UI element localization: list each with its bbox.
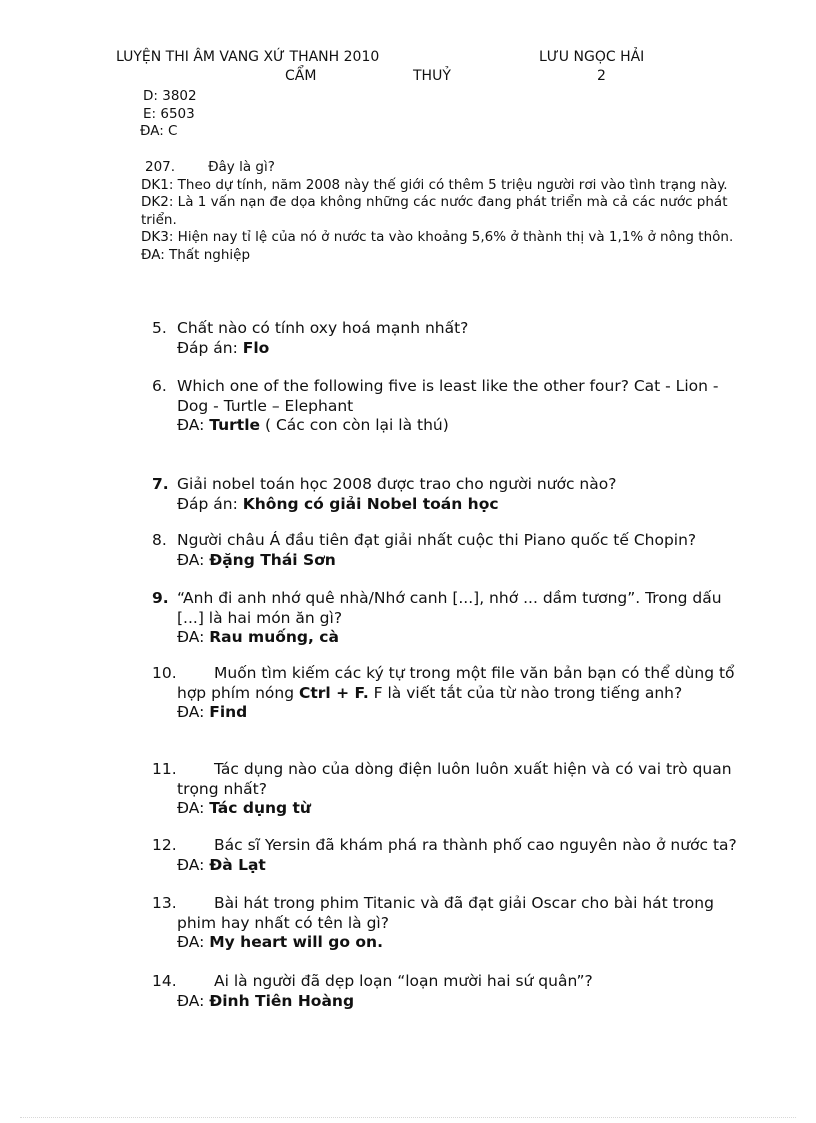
question-207 xyxy=(141,159,741,264)
q207-dk3: DK3: Hiện nay tỉ lệ của nó ở nước ta vào khoảng 5,6% ở thành thị và 1,1% ở nông thôn. xyxy=(141,229,734,245)
q9-answer: Rau muống, cà xyxy=(209,628,339,646)
question-14 xyxy=(152,972,742,1011)
q8-number: 8. xyxy=(152,531,167,549)
q11-answer: Tác dụng từ xyxy=(209,799,311,817)
q5-label: Đáp án: xyxy=(177,338,238,357)
q8-label: ĐA: xyxy=(177,550,205,569)
q10-answer: Find xyxy=(209,703,248,721)
q14-number: 14. xyxy=(152,972,177,990)
q12-answer: Đà Lạt xyxy=(209,855,266,874)
question-8 xyxy=(152,531,742,570)
q10-text-b: F là viết tắt của từ nào trong tiếng anh? xyxy=(373,683,683,702)
q6-note: ( Các con còn lại là thú) xyxy=(264,416,449,434)
prev-answers xyxy=(140,88,743,141)
q11-label: ĐA: xyxy=(177,799,205,817)
q8-answer: Đặng Thái Sơn xyxy=(209,550,336,569)
q14-answer: Đinh Tiên Hoàng xyxy=(209,991,355,1010)
q9-text: “Anh đi anh nhớ quê nhà/Nhớ canh [...], nhớ ... dầm tương”. Trong dấu [...] là hai món ăn gì? xyxy=(177,589,722,627)
q6-text: Which one of the following five is least like the other four? Cat - Lion - Dog - Turtle – Elephant xyxy=(177,377,719,415)
q9-label: ĐA: xyxy=(177,628,205,646)
q5-answer: Flo xyxy=(242,338,270,357)
q6-answer: Turtle xyxy=(209,416,261,434)
answer-d: D: 3802 xyxy=(143,88,197,104)
q9-number: 9. xyxy=(152,589,169,607)
q207-dk1: DK1: Theo dự tính, năm 2008 này thế giới có thêm 5 triệu người rơi vào tình trạng này. xyxy=(141,176,728,193)
q14-label: ĐA: xyxy=(177,991,205,1010)
q207-question: Đây là gì? xyxy=(208,159,275,175)
q8-text: Người châu Á đầu tiên đạt giải nhất cuộc thi Piano quốc tế Chopin? xyxy=(177,531,697,549)
question-12 xyxy=(152,836,742,875)
q10-keys: Ctrl + F. xyxy=(298,683,369,702)
question-5 xyxy=(152,319,742,358)
q207-answer: ĐA: Thất nghiệp xyxy=(141,246,251,263)
header-title: LUYỆN THI ÂM VANG XỨ THANH 2010 xyxy=(116,49,380,65)
q7-answer: Không có giải Nobel toán học xyxy=(242,494,499,513)
q12-number: 12. xyxy=(152,836,177,854)
q6-number: 6. xyxy=(152,377,167,395)
q13-text: Bài hát trong phim Titanic và đã đạt giải Oscar cho bài hát trong phim hay nhất có tên là gì? xyxy=(177,894,714,932)
page-bottom-divider xyxy=(20,1117,796,1118)
q13-label: ĐA: xyxy=(177,933,205,951)
question-9 xyxy=(152,589,742,648)
q10-label: ĐA: xyxy=(177,703,205,721)
header-sub1: CẨM xyxy=(285,68,317,84)
q7-label: Đáp án: xyxy=(177,494,238,513)
question-13 xyxy=(152,894,742,953)
q207-dk2: DK2: Là 1 vấn nạn đe dọa không những các nước đang phát triển mà cả các nước phát triển. xyxy=(141,194,728,228)
q10-text-a: Muốn tìm kiếm các ký tự trong một file văn bản bạn có thể dùng tổ hợp phím nóng xyxy=(177,664,735,702)
q11-text: Tác dụng nào của dòng điện luôn luôn xuất hiện và có vai trò quan trọng nhất? xyxy=(177,760,732,798)
q5-text: Chất nào có tính oxy hoá mạnh nhất? xyxy=(177,319,469,337)
q7-text: Giải nobel toán học 2008 được trao cho người nước nào? xyxy=(177,475,617,493)
q11-number: 11. xyxy=(152,760,177,778)
answer-e: E: 6503 xyxy=(143,105,195,122)
q10-number: 10. xyxy=(152,664,177,682)
q13-answer: My heart will go on. xyxy=(209,933,383,951)
q12-label: ĐA: xyxy=(177,855,205,874)
header-author: LƯU NGỌC HẢI xyxy=(539,49,645,65)
question-11 xyxy=(152,760,742,819)
question-10 xyxy=(152,664,742,723)
question-7 xyxy=(152,475,742,514)
question-6 xyxy=(152,377,742,436)
page-number: 2 xyxy=(597,68,606,84)
q7-number: 7. xyxy=(152,475,169,493)
q6-label: ĐA: xyxy=(177,416,205,434)
q13-number: 13. xyxy=(152,894,177,912)
q207-number: 207. xyxy=(145,159,176,175)
answer-da: ĐA: C xyxy=(140,123,178,139)
q14-text: Ai là người đã dẹp loạn “loạn mười hai sứ quân”? xyxy=(214,972,593,990)
header-sub2: THUỶ xyxy=(413,68,451,84)
q12-text: Bác sĩ Yersin đã khám phá ra thành phố cao nguyên nào ở nước ta? xyxy=(214,836,737,854)
q5-number: 5. xyxy=(152,319,167,337)
